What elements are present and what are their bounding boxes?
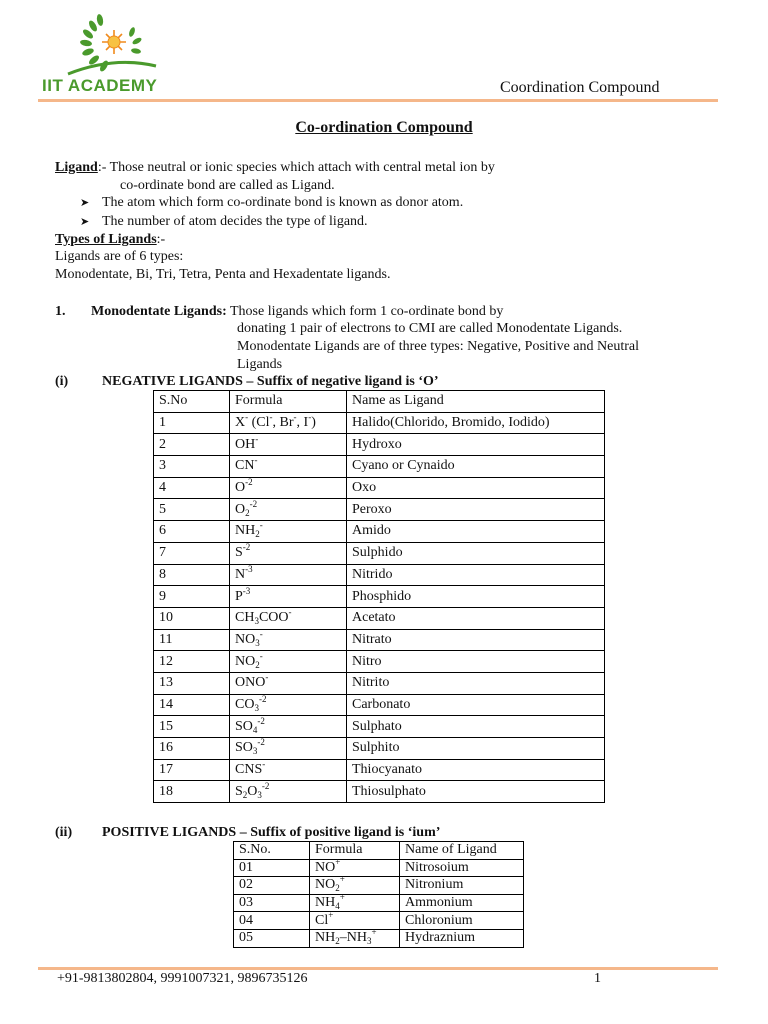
formula-sup: - <box>259 650 263 661</box>
formula-cell <box>230 564 347 586</box>
formula-text: O <box>247 783 258 799</box>
formula-sup: - <box>269 412 273 423</box>
ligand-name-cell: Ammonium <box>400 894 524 912</box>
table-row <box>154 759 605 781</box>
table-row <box>154 564 605 586</box>
ligand-name-cell: Thiosulphato <box>347 781 605 803</box>
table-row <box>154 521 605 543</box>
formula-cell <box>230 434 347 456</box>
formula-cell <box>310 894 400 912</box>
formula-cell <box>230 759 347 781</box>
table-row <box>154 651 605 673</box>
table-row <box>154 694 605 716</box>
formula-cell <box>310 856 400 877</box>
table-row <box>154 542 605 564</box>
table-row <box>154 738 605 760</box>
formula-sub: 3 <box>254 616 259 627</box>
formula-sup: - <box>308 412 312 423</box>
formula-cell <box>230 456 347 478</box>
sno-cell: 9 <box>154 586 230 608</box>
bullet-arrow-icon: ➤ <box>80 197 90 209</box>
formula-text: X <box>235 415 246 431</box>
formula-sup: + <box>339 874 345 885</box>
formula-text: NO <box>315 877 336 893</box>
sno-cell: 7 <box>154 542 230 564</box>
formula-cell <box>230 477 347 499</box>
formula-sub: 4 <box>252 724 258 735</box>
formula-text: NH <box>315 895 336 911</box>
formula-text: (Cl <box>248 415 270 431</box>
formula-sub: 2 <box>245 507 250 518</box>
formula-sub: 3 <box>252 746 258 757</box>
sno-cell: 18 <box>154 781 230 803</box>
formula-sup: - <box>293 412 297 423</box>
sno-cell: 13 <box>154 672 230 694</box>
formula-sub: 2 <box>335 883 340 894</box>
table-row <box>234 877 524 895</box>
formula-text: CH <box>235 610 255 626</box>
formula-text: , I <box>296 415 309 431</box>
formula-cell <box>230 629 347 651</box>
monodentate-definition: Monodentate Ligands: Those ligands which form 1 co-ordinate bond by <box>91 304 504 319</box>
formula-sup: + <box>328 909 334 920</box>
table-header-row <box>234 842 524 860</box>
table-row <box>154 716 605 738</box>
formula-sup: -2 <box>257 715 265 726</box>
subsection-number: (i) <box>55 374 69 389</box>
formula-sup: -3 <box>245 563 253 574</box>
formula-sup: - <box>259 628 263 639</box>
formula-text: ONO <box>235 675 266 691</box>
table-row <box>234 859 524 877</box>
sno-cell: 03 <box>234 894 310 912</box>
negative-ligands-heading: NEGATIVE LIGANDS – Suffix of negative ligand is ‘O’ <box>102 374 439 389</box>
sno-cell: 17 <box>154 759 230 781</box>
formula-cell <box>230 499 347 521</box>
formula-text: NH <box>235 523 256 539</box>
formula-sub: 3 <box>254 702 259 713</box>
page-number: 1 <box>594 971 601 986</box>
formula-cell <box>230 412 347 434</box>
formula-cell <box>310 909 400 930</box>
sno-cell: 2 <box>154 434 230 456</box>
subsection-number: (ii) <box>55 825 73 840</box>
formula-sup: -2 <box>261 780 270 791</box>
formula-text: NH <box>315 930 336 946</box>
formula-cell <box>230 716 347 738</box>
monodentate-line-3: Monodentate Ligands are of three types: Negative, Positive and Neutral <box>237 339 639 354</box>
formula-sup: + <box>335 856 341 867</box>
ligand-name-cell: Cyano or Cynaido <box>347 456 605 478</box>
formula-sup: - <box>255 433 259 444</box>
formula-cell <box>230 651 347 673</box>
section-number: 1. <box>55 304 66 319</box>
ligand-term: Ligand <box>55 160 98 175</box>
table-row <box>154 477 605 499</box>
table-row <box>154 629 605 651</box>
formula-text: Cl <box>315 912 329 928</box>
formula-sup: -2 <box>249 498 258 509</box>
sno-cell: 14 <box>154 694 230 716</box>
ligand-name-cell: Halido(Chlorido, Bromido, Iodido) <box>347 412 605 434</box>
formula-text: NO <box>235 631 256 647</box>
formula-text: N <box>235 566 246 582</box>
formula-text: OH <box>235 436 256 452</box>
table-row <box>154 456 605 478</box>
ligand-name-cell: Nitro <box>347 651 605 673</box>
ligand-name-cell: Phosphido <box>347 586 605 608</box>
header-title: Coordination Compound <box>500 79 660 96</box>
ligand-name-cell: Peroxo <box>347 499 605 521</box>
formula-sup: - <box>254 455 258 466</box>
formula-sup: + <box>339 892 345 903</box>
sno-cell: 01 <box>234 859 310 877</box>
sno-cell: 16 <box>154 738 230 760</box>
formula-text: NO <box>235 653 256 669</box>
sno-cell: 04 <box>234 912 310 930</box>
column-header: Formula <box>310 842 400 860</box>
formula-text: S <box>235 783 243 799</box>
formula-sub: 3 <box>257 789 262 800</box>
bullet-arrow-icon: ➤ <box>80 216 90 228</box>
ligand-name-cell: Oxo <box>347 477 605 499</box>
table-row <box>154 499 605 521</box>
formula-text: O <box>235 480 246 496</box>
formula-text: CO <box>235 696 255 712</box>
table-row <box>154 607 605 629</box>
table-row <box>154 586 605 608</box>
footer-phones: +91-9813802804, 9991007321, 9896735126 <box>57 971 308 986</box>
ligand-definition <box>55 159 495 177</box>
table-row <box>154 781 605 803</box>
formula-text: O <box>235 501 246 517</box>
types-line-2: Monodentate, Bi, Tri, Tetra, Penta and Hexadentate ligands. <box>55 267 391 282</box>
sno-cell: 11 <box>154 629 230 651</box>
ligand-name-cell: Acetato <box>347 607 605 629</box>
formula-sup: -2 <box>242 542 251 553</box>
ligand-definition-text: :- Those neutral or ionic species which attach with central metal ion by <box>97 160 495 175</box>
formula-cell <box>230 738 347 760</box>
formula-text: SO <box>235 740 253 756</box>
formula-sup: - <box>259 520 263 531</box>
sno-cell: 4 <box>154 477 230 499</box>
formula-sub: 3 <box>255 637 260 648</box>
negative-ligands-table <box>153 390 605 803</box>
monodentate-line-2: donating 1 pair of electrons to CMI are called Monodentate Ligands. <box>237 321 623 336</box>
positive-ligands-heading: POSITIVE LIGANDS – Suffix of positive ligand is ‘ium’ <box>102 825 441 840</box>
formula-text: COO <box>258 610 289 626</box>
formula-cell <box>230 586 347 608</box>
table-row <box>234 912 524 930</box>
formula-cell <box>230 672 347 694</box>
list-item: ➤ The number of atom decides the type of ligand. <box>80 214 368 229</box>
formula-cell <box>230 694 347 716</box>
list-item: ➤ The atom which form co-ordinate bond is known as donor atom. <box>80 195 464 210</box>
ligand-name-cell: Sulphido <box>347 542 605 564</box>
formula-cell <box>230 542 347 564</box>
ligand-name-cell: Nitrido <box>347 564 605 586</box>
page-title: Co-ordination Compound <box>295 119 473 136</box>
ligand-name-cell: Thiocyanato <box>347 759 605 781</box>
formula-sub: 3 <box>366 936 372 947</box>
ligand-name-cell: Nitrato <box>347 629 605 651</box>
formula-text: P <box>235 588 243 604</box>
formula-text: NO <box>315 859 336 875</box>
formula-sup: - <box>288 607 292 618</box>
formula-sub: 2 <box>255 659 260 670</box>
ligand-name-cell: Nitronium <box>400 877 524 895</box>
column-header: Name as Ligand <box>347 391 605 413</box>
sno-cell: 8 <box>154 564 230 586</box>
ligand-name-cell: Sulphato <box>347 716 605 738</box>
formula-sup: -2 <box>257 737 265 748</box>
formula-cell <box>230 607 347 629</box>
column-header: S.No <box>154 391 230 413</box>
table-header-row <box>154 391 605 413</box>
ligand-definition-cont: co-ordinate bond are called as Ligand. <box>120 178 335 193</box>
ligand-name-cell: Sulphito <box>347 738 605 760</box>
logo-text: IIT ACADEMY <box>42 76 158 95</box>
formula-text: –NH <box>339 930 367 946</box>
formula-text: S <box>235 545 243 561</box>
types-heading: Types of Ligands:- <box>55 232 166 247</box>
column-header: Formula <box>230 391 347 413</box>
sno-cell: 12 <box>154 651 230 673</box>
formula-sup: - <box>265 672 269 683</box>
formula-sup: -2 <box>258 693 267 704</box>
formula-text: CNS <box>235 762 263 778</box>
ligand-name-cell: Amido <box>347 521 605 543</box>
sno-cell: 3 <box>154 456 230 478</box>
formula-sup: -2 <box>245 477 253 488</box>
formula-sub: 4 <box>335 901 340 912</box>
formula-sub: 2 <box>242 789 248 800</box>
formula-cell <box>310 874 400 895</box>
table-row <box>234 929 524 947</box>
header-divider <box>38 99 718 102</box>
formula-sup: -3 <box>242 585 251 596</box>
ligand-name-cell: Carbonato <box>347 694 605 716</box>
sno-cell: 5 <box>154 499 230 521</box>
formula-cell <box>310 929 400 947</box>
formula-cell <box>230 521 347 543</box>
formula-sup: + <box>371 927 377 938</box>
ligand-name-cell: Nitrosoium <box>400 859 524 877</box>
sno-cell: 6 <box>154 521 230 543</box>
column-header: S.No. <box>234 842 310 860</box>
formula-cell <box>230 781 347 803</box>
types-line-1: Ligands are of 6 types: <box>55 249 184 264</box>
positive-ligands-table <box>233 841 524 948</box>
ligand-name-cell: Nitrito <box>347 672 605 694</box>
formula-text: CN <box>235 458 255 474</box>
sno-cell: 1 <box>154 412 230 434</box>
ligand-name-cell: Hydraznium <box>400 929 524 947</box>
monodentate-line-4: Ligands <box>237 357 283 372</box>
formula-sup: - <box>262 759 266 770</box>
formula-text: , Br <box>272 415 294 431</box>
sno-cell: 05 <box>234 929 310 947</box>
sno-cell: 15 <box>154 716 230 738</box>
ligand-name-cell: Hydroxo <box>347 434 605 456</box>
table-row <box>154 672 605 694</box>
formula-sub: 2 <box>335 936 340 947</box>
column-header: Name of Ligand <box>400 842 524 860</box>
table-row <box>234 894 524 912</box>
formula-text: ) <box>311 415 316 431</box>
formula-sub: 2 <box>255 529 260 540</box>
footer-divider <box>38 967 718 970</box>
formula-text: SO <box>235 718 253 734</box>
sno-cell: 10 <box>154 607 230 629</box>
table-row <box>154 412 605 434</box>
table-row <box>154 434 605 456</box>
ligand-name-cell: Chloronium <box>400 912 524 930</box>
sno-cell: 02 <box>234 877 310 895</box>
formula-sup: - <box>245 412 249 423</box>
